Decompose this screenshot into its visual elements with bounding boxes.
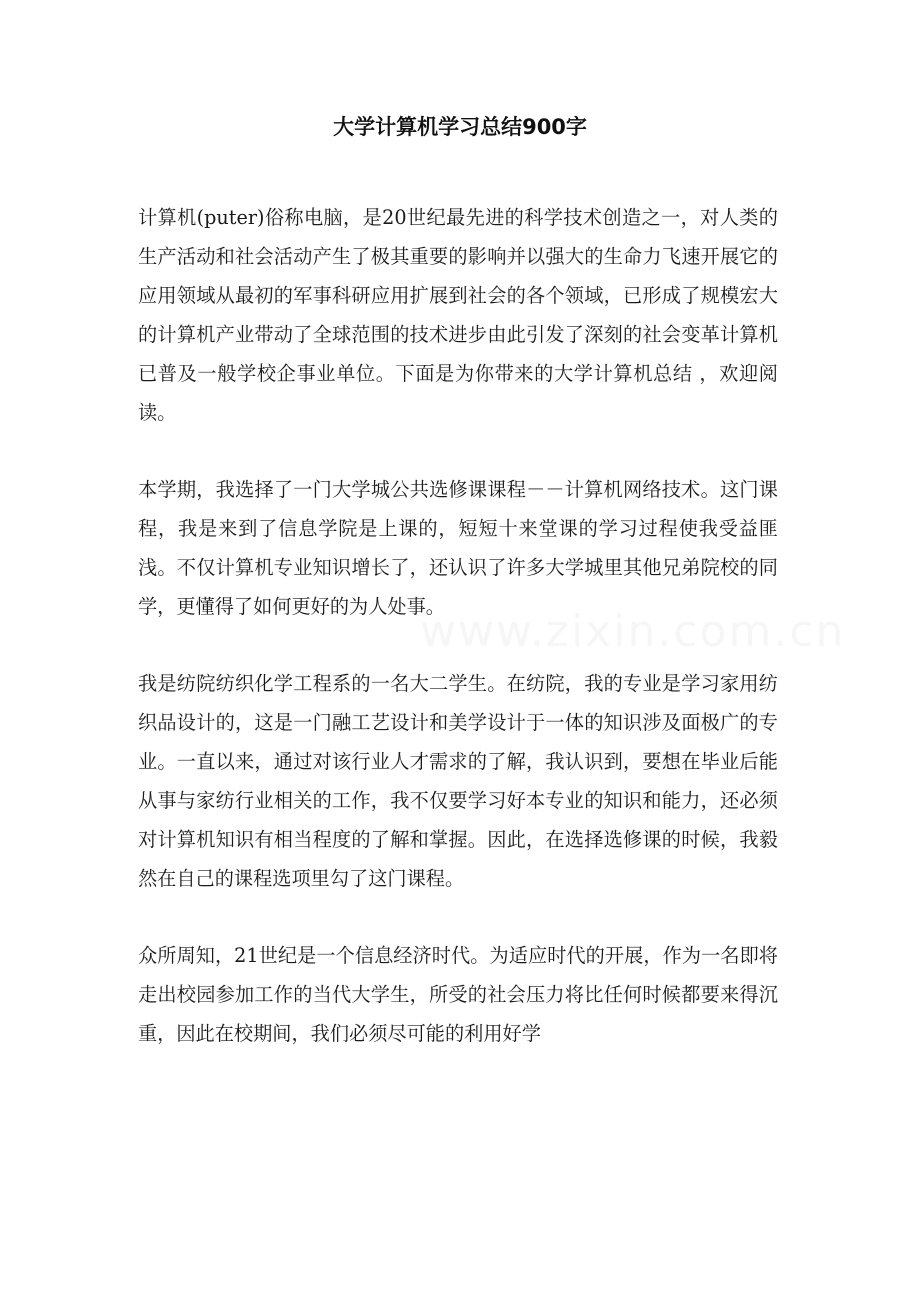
paragraph-1: 计算机(puter)俗称电脑，是20世纪最先进的科学技术创造之一，对人类的生产活动和社会活动产生了极其重要的影响并以强大的生命力飞速开展它的应用领域从最初的军事科研应用扩展到社会的各个领域，已形成了规模宏大的计算机产业带动了全球范围的技术进步由此引发了深刻的社会变革计算机已普及一般学校企事业单位。下面是为你带来的大学计算机总结 ，欢迎阅读。 [138, 206, 778, 424]
paragraph-3: 我是纺院纺织化学工程系的一名大二学生。在纺院，我的专业是学习家用纺织品设计的，这是一门融工艺设计和美学设计于一体的知识涉及面极广的专业。一直以来，通过对该行业人才需求的了解，我认识到，要想在毕业后能从事与家纺行业相关的工作，我不仅要学习好本专业的知识和能力，还必须对计算机知识有相当程度的了解和掌握。因此，在选择选修课的时候，我毅然在自己的课程选项里勾了这门课程。 [138, 672, 778, 890]
paragraph-2: 本学期，我选择了一门大学城公共选修课课程－－计算机网络技术。这门课程，我是来到了信息学院是上课的，短短十来堂课的学习过程使我受益匪浅。不仅计算机专业知识增长了，还认识了许多大学城里其他兄弟院校的同学，更懂得了如何更好的为人处事。 [138, 478, 778, 618]
document-title: 大学计算机学习总结900字 [333, 115, 587, 139]
watermark: www.zixin.com.cn [420, 606, 846, 657]
document-body [138, 198, 778, 1091]
paragraph-4: 众所周知，21世纪是一个信息经济时代。为适应时代的开展，作为一名即将走出校园参加工作的当代大学生，所受的社会压力将比任何时候都要来得沉重，因此在校期间，我们必须尽可能的利用好学 [138, 944, 778, 1045]
